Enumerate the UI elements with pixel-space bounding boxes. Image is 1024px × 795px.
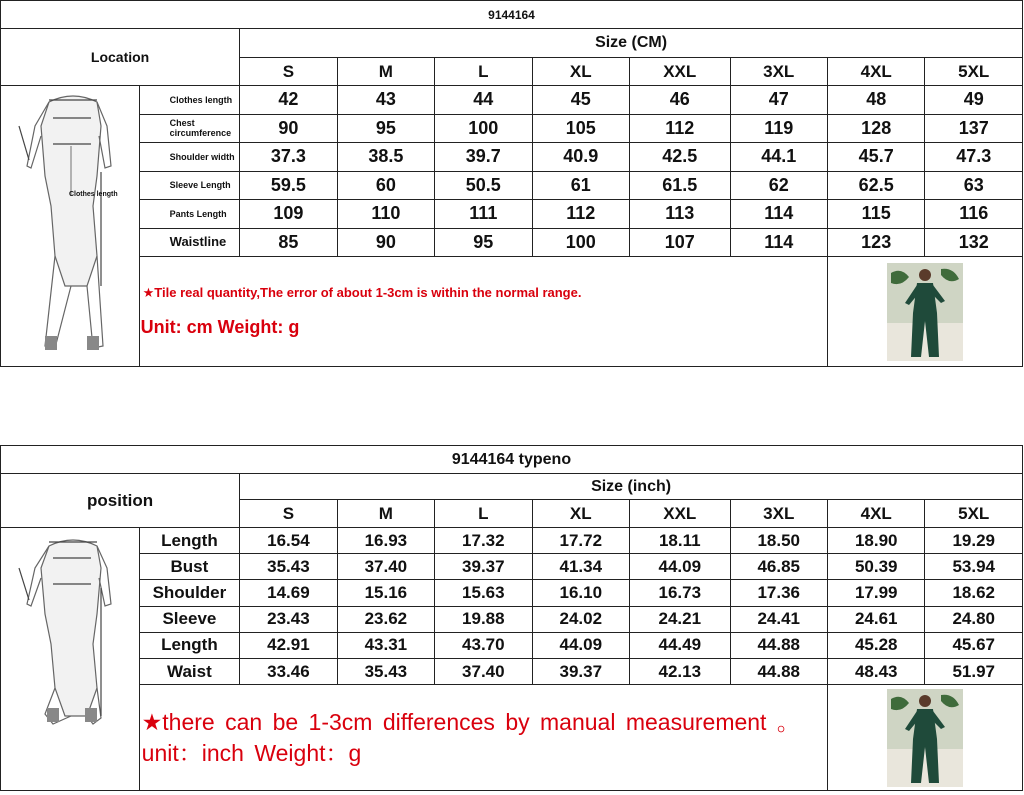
measurement-value: 46.85 xyxy=(730,554,827,580)
measurement-value: 35.43 xyxy=(240,554,337,580)
measurement-value: 16.10 xyxy=(532,580,629,606)
measurement-value: 42.13 xyxy=(630,658,730,684)
measurement-label: Shoulder xyxy=(139,580,239,606)
table-row xyxy=(1,606,1023,632)
size-label-xl: XL xyxy=(532,500,629,528)
measurement-value: 128 xyxy=(827,114,924,143)
position-header: position xyxy=(1,474,240,528)
measurement-value: 37.40 xyxy=(337,554,434,580)
measurement-value: 40.9 xyxy=(532,143,629,172)
size-label-xxl: XXL xyxy=(630,58,730,86)
table-row xyxy=(1,554,1023,580)
measurement-label: Waistline xyxy=(139,228,239,257)
measurement-value: 62.5 xyxy=(827,171,924,200)
measurement-value: 23.43 xyxy=(240,606,337,632)
table-row xyxy=(1,528,1023,554)
measurement-value: 113 xyxy=(630,200,730,229)
measurement-label: Length xyxy=(139,528,239,554)
size-label-xl: XL xyxy=(532,58,629,86)
measurement-value: 109 xyxy=(240,200,337,229)
measurement-value: 85 xyxy=(240,228,337,257)
measurement-label: Waist xyxy=(139,658,239,684)
measurement-value: 33.46 xyxy=(240,658,337,684)
measurement-value: 46 xyxy=(630,86,730,115)
measurement-value: 95 xyxy=(435,228,532,257)
unit-note: Unit: cm Weight: g xyxy=(140,317,300,337)
measurement-value: 44.88 xyxy=(730,632,827,658)
measurement-value: 132 xyxy=(925,228,1023,257)
measurement-value: 44.09 xyxy=(630,554,730,580)
measurement-value: 115 xyxy=(827,200,924,229)
measurement-value: 50.39 xyxy=(827,554,924,580)
table-row xyxy=(1,580,1023,606)
measurement-value: 100 xyxy=(435,114,532,143)
measurement-value: 110 xyxy=(337,200,434,229)
table-row xyxy=(1,632,1023,658)
size-label-l: L xyxy=(435,500,532,528)
measurement-value: 19.29 xyxy=(925,528,1023,554)
table-row xyxy=(1,658,1023,684)
measurement-value: 44 xyxy=(435,86,532,115)
table-row xyxy=(1,143,1023,172)
product-photo-icon xyxy=(887,263,963,361)
measurement-value: 42 xyxy=(240,86,337,115)
measurement-value: 45 xyxy=(532,86,629,115)
location-header: Location xyxy=(1,29,240,86)
measurement-value: 17.32 xyxy=(435,528,532,554)
measurement-value: 24.21 xyxy=(630,606,730,632)
measurement-value: 114 xyxy=(730,228,827,257)
measurement-value: 95 xyxy=(337,114,434,143)
measurement-value: 43.70 xyxy=(435,632,532,658)
measurement-value: 39.37 xyxy=(435,554,532,580)
measurement-value: 37.40 xyxy=(435,658,532,684)
measurement-value: 60 xyxy=(337,171,434,200)
measurement-value: 17.36 xyxy=(730,580,827,606)
measurement-value: 18.90 xyxy=(827,528,924,554)
measurement-value: 61 xyxy=(532,171,629,200)
measurement-value: 53.94 xyxy=(925,554,1023,580)
measurement-value: 14.69 xyxy=(240,580,337,606)
measurement-value: 45.67 xyxy=(925,632,1023,658)
measurement-value: 47.3 xyxy=(925,143,1023,172)
measurement-value: 16.73 xyxy=(630,580,730,606)
measurement-note: ★there can be 1-3cm differences by manual measurement 。 unit：inch Weight：g xyxy=(141,708,800,766)
measurement-value: 43.31 xyxy=(337,632,434,658)
measurement-label: Pants Length xyxy=(139,200,239,229)
measurement-value: 111 xyxy=(435,200,532,229)
table-title-inch: 9144164 typeno xyxy=(1,446,1023,474)
table-row xyxy=(1,228,1023,257)
measurement-value: 24.80 xyxy=(925,606,1023,632)
measurement-value: 42.91 xyxy=(240,632,337,658)
measurement-value: 15.63 xyxy=(435,580,532,606)
spacer xyxy=(0,366,1023,445)
size-table-cm xyxy=(0,0,1023,367)
measurement-value: 24.41 xyxy=(730,606,827,632)
size-label-4xl: 4XL xyxy=(827,500,924,528)
measurement-value: 37.3 xyxy=(240,143,337,172)
measurement-value: 39.7 xyxy=(435,143,532,172)
measurement-value: 39.37 xyxy=(532,658,629,684)
measurement-label: Bust xyxy=(139,554,239,580)
measurement-value: 45.28 xyxy=(827,632,924,658)
measurement-value: 48 xyxy=(827,86,924,115)
measurement-value: 35.43 xyxy=(337,658,434,684)
measurement-value: 15.16 xyxy=(337,580,434,606)
measurement-value: 116 xyxy=(925,200,1023,229)
size-label-3xl: 3XL xyxy=(730,58,827,86)
measurement-value: 19.88 xyxy=(435,606,532,632)
measurement-value: 17.99 xyxy=(827,580,924,606)
measurement-value: 90 xyxy=(240,114,337,143)
measurement-value: 112 xyxy=(532,200,629,229)
size-label-l: L xyxy=(435,58,532,86)
measurement-value: 23.62 xyxy=(337,606,434,632)
measurement-value: 24.02 xyxy=(532,606,629,632)
measurement-value: 44.88 xyxy=(730,658,827,684)
size-label-m: M xyxy=(337,500,434,528)
measurement-value: 49 xyxy=(925,86,1023,115)
measurement-value: 18.62 xyxy=(925,580,1023,606)
measurement-value: 112 xyxy=(630,114,730,143)
measurement-value: 18.50 xyxy=(730,528,827,554)
measurement-value: 44.49 xyxy=(630,632,730,658)
measurement-label: Chest circumference xyxy=(139,114,239,143)
product-photo-icon xyxy=(887,689,963,787)
size-label-4xl: 4XL xyxy=(827,58,924,86)
measurement-value: 90 xyxy=(337,228,434,257)
size-label-5xl: 5XL xyxy=(925,500,1023,528)
measurement-value: 137 xyxy=(925,114,1023,143)
photo-cell xyxy=(827,257,1022,367)
note-cell-inch xyxy=(139,685,827,791)
measurement-value: 123 xyxy=(827,228,924,257)
measurement-value: 41.34 xyxy=(532,554,629,580)
measurement-value: 62 xyxy=(730,171,827,200)
jumpsuit-sketch-icon xyxy=(1,528,139,790)
size-label-s: S xyxy=(240,58,337,86)
garment-sketch-inch xyxy=(1,528,140,791)
measurement-value: 51.97 xyxy=(925,658,1023,684)
measurement-value: 50.5 xyxy=(435,171,532,200)
measurement-value: 16.54 xyxy=(240,528,337,554)
measurement-value: 18.11 xyxy=(630,528,730,554)
measurement-value: 42.5 xyxy=(630,143,730,172)
measurement-label: Sleeve Length xyxy=(139,171,239,200)
photo-cell-inch xyxy=(827,685,1022,791)
size-label-s: S xyxy=(240,500,337,528)
measurement-label: Length xyxy=(139,632,239,658)
size-label-3xl: 3XL xyxy=(730,500,827,528)
measurement-value: 43 xyxy=(337,86,434,115)
measurement-value: 38.5 xyxy=(337,143,434,172)
measurement-value: 105 xyxy=(532,114,629,143)
table-row xyxy=(1,171,1023,200)
size-header: Size (CM) xyxy=(240,29,1023,58)
measurement-value: 17.72 xyxy=(532,528,629,554)
measurement-value: 59.5 xyxy=(240,171,337,200)
sketch-label: Clothes length xyxy=(69,191,118,198)
measurement-value: 114 xyxy=(730,200,827,229)
measurement-value: 63 xyxy=(925,171,1023,200)
measurement-value: 45.7 xyxy=(827,143,924,172)
note-cell xyxy=(139,257,827,367)
measurement-value: 16.93 xyxy=(337,528,434,554)
measurement-value: 61.5 xyxy=(630,171,730,200)
measurement-value: 47 xyxy=(730,86,827,115)
jumpsuit-sketch-icon xyxy=(1,86,139,364)
size-table-inch xyxy=(0,445,1023,791)
garment-sketch xyxy=(1,86,140,367)
size-label-m: M xyxy=(337,58,434,86)
measurement-value: 24.61 xyxy=(827,606,924,632)
table-row xyxy=(1,200,1023,229)
measurement-value: 107 xyxy=(630,228,730,257)
size-label-5xl: 5XL xyxy=(925,58,1023,86)
table-row xyxy=(1,86,1023,115)
measurement-label: Sleeve xyxy=(139,606,239,632)
tolerance-note: ★Tile real quantity,The error of about 1-3cm is within the normal range. xyxy=(142,285,582,300)
measurement-value: 48.43 xyxy=(827,658,924,684)
measurement-value: 44.1 xyxy=(730,143,827,172)
measurement-value: 44.09 xyxy=(532,632,629,658)
measurement-value: 119 xyxy=(730,114,827,143)
measurement-label: Clothes length xyxy=(139,86,239,115)
size-label-xxl: XXL xyxy=(630,500,730,528)
table-title: 9144164 xyxy=(1,1,1023,29)
measurement-label: Shoulder width xyxy=(139,143,239,172)
measurement-value: 100 xyxy=(532,228,629,257)
table-row xyxy=(1,114,1023,143)
size-header-inch: Size (inch) xyxy=(240,474,1023,500)
